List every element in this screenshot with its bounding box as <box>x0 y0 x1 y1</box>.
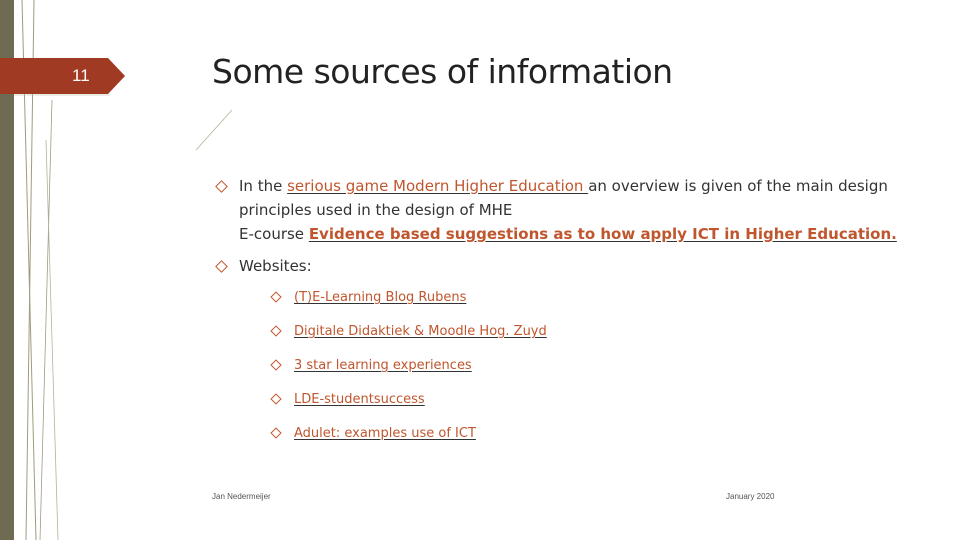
footer-author: Jan Nedermeijer <box>212 492 271 501</box>
diamond-bullet-icon <box>270 325 281 336</box>
diamond-bullet-icon <box>270 359 281 370</box>
link-lde-studentsuccess[interactable]: LDE-studentsuccess <box>294 392 425 407</box>
slide-content <box>216 174 916 456</box>
link-adulet-examples[interactable]: Adulet: examples use of ICT <box>294 426 476 441</box>
bullet-websites: Websites: (T)E-Learning Blog Rubens Digitale Didaktiek & Moodle Hog. Zuyd 3 star learning experiences LDE-studentsuccess Adulet: examples use of ICT <box>216 254 916 446</box>
diamond-bullet-icon <box>270 393 281 404</box>
page-title: Some sources of information <box>212 52 673 91</box>
link-elearning-blog-rubens[interactable]: (T)E-Learning Blog Rubens <box>294 290 467 305</box>
list-item <box>271 354 916 378</box>
link-digitale-didaktiek[interactable]: Digitale Didaktiek & Moodle Hog. Zuyd <box>294 324 547 339</box>
list-item <box>271 422 916 446</box>
link-serious-game[interactable]: serious game Modern Higher Education <box>287 177 589 195</box>
footer-date: January 2020 <box>726 492 775 501</box>
diamond-bullet-icon <box>270 427 281 438</box>
diamond-bullet-icon <box>215 260 228 273</box>
link-3-star-learning[interactable]: 3 star learning experiences <box>294 358 472 373</box>
list-item <box>271 286 916 310</box>
link-evidence-based-suggestions[interactable]: Evidence based suggestions as to how apply ICT in Higher Education. <box>308 225 897 243</box>
list-item <box>271 320 916 344</box>
diamond-bullet-icon <box>270 291 281 302</box>
diamond-bullet-icon <box>215 180 228 193</box>
bullet-serious-game: In the serious game Modern Higher Education an overview is given of the main design principles used in the design of MHE E-course Evidence based suggestions as to how apply ICT in Higher Education. <box>216 174 916 246</box>
list-item <box>271 388 916 412</box>
slide-number: 11 <box>72 66 90 85</box>
slide-number-tab <box>0 58 125 94</box>
website-list <box>271 286 916 446</box>
